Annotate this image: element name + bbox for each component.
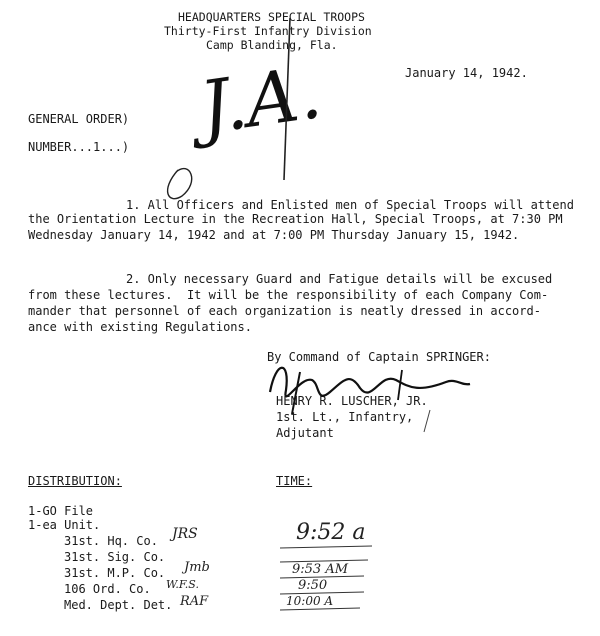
general-order-title: GENERAL ORDER) [28, 112, 130, 126]
order-number: NUMBER...1...) [28, 140, 130, 154]
para2-line-1: 2. Only necessary Guard and Fatigue details will be excused [126, 272, 553, 286]
signer-name: HENRY R. LUSCHER, JR. [276, 394, 428, 408]
unit-label-2: 31st. Sig. Co. [64, 550, 166, 564]
distribution-heading: DISTRIBUTION: [28, 474, 122, 488]
para2-line-4: ance with existing Regulations. [28, 320, 252, 334]
unit-label-5: Med. Dept. Det. [64, 598, 173, 612]
distribution-line-2: 1-ea Unit. [28, 518, 101, 532]
time-entry-5: 10:00 A [286, 594, 334, 608]
by-command-line: By Command of Captain SPRINGER: [267, 350, 491, 364]
signature-stroke-3 [398, 370, 402, 400]
para1-line-1: 1. All Officers and Enlisted men of Special Troops will attend [126, 198, 574, 212]
handwritten-initials: J.A. [194, 49, 327, 151]
time-rule-2 [280, 560, 368, 562]
time-rule-1 [280, 546, 372, 548]
unit-label-4: 106 Ord. Co. [64, 582, 151, 596]
pen-stroke-loop [168, 169, 192, 199]
pen-stroke-vertical [284, 18, 290, 180]
para1-line-2: the Orientation Lecture in the Recreation Hall, Special Troops, at 7:30 PM [28, 212, 563, 226]
para2-line-2: from these lectures. It will be the responsibility of each Company Com- [28, 288, 549, 302]
time-rule-3 [280, 576, 364, 578]
time-rule-5 [280, 608, 360, 610]
time-heading: TIME: [276, 474, 313, 488]
time-entry-3: 9:53 AM [292, 562, 349, 577]
header-line-2: Thirty-First Infantry Division [164, 24, 372, 38]
unit-initials-5: RAF [180, 594, 209, 609]
signature-stroke-2 [292, 372, 300, 414]
para1-line-3: Wednesday January 14, 1942 and at 7:00 PM Thursday January 15, 1942. [28, 228, 520, 242]
time-entry-4: 9:50 [298, 578, 328, 593]
unit-initials-3: Jmb [184, 560, 210, 575]
order-date: January 14, 1942. [405, 66, 528, 80]
unit-initials-4: W.F.S. [166, 578, 199, 591]
unit-label-3: 31st. M.P. Co. [64, 566, 166, 580]
signer-rank: 1st. Lt., Infantry, [276, 410, 414, 424]
unit-initials-1: JRS [172, 526, 198, 542]
time-entry-1: 9:52 a [296, 520, 366, 545]
pen-tick [424, 410, 430, 432]
time-rule-4 [280, 592, 364, 594]
unit-label-1: 31st. Hq. Co. [64, 534, 158, 548]
distribution-line-1: 1-GO File [28, 504, 94, 518]
signer-title: Adjutant [276, 426, 334, 440]
para2-line-3: mander that personnel of each organization is neatly dressed in accord- [28, 304, 541, 318]
header-line-1: HEADQUARTERS SPECIAL TROOPS [178, 10, 365, 24]
header-line-3: Camp Blanding, Fla. [206, 38, 338, 52]
